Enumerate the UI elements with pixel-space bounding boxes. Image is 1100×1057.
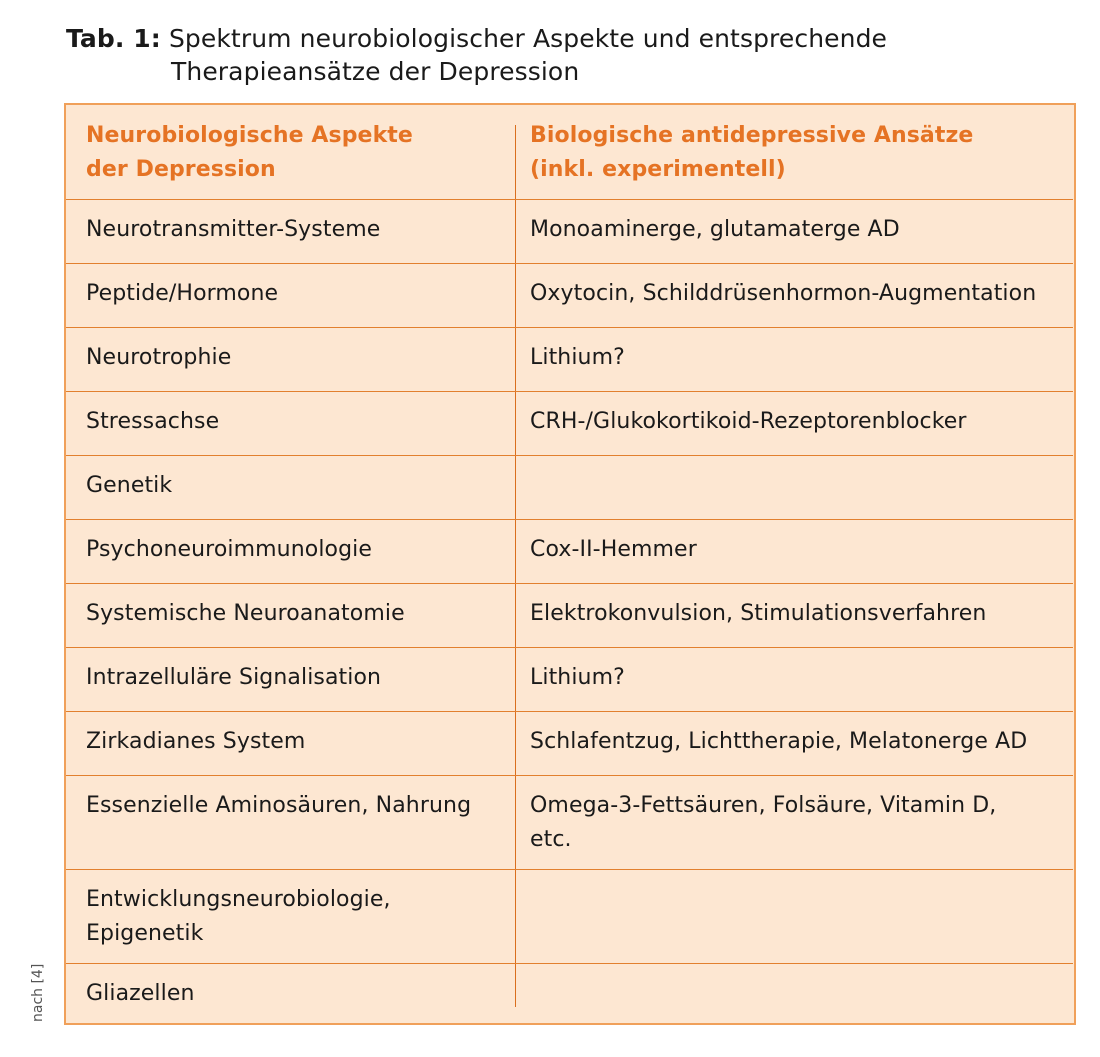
- aspect-cell-line: Entwicklungsneurobiologie,: [86, 887, 391, 912]
- row-divider: [66, 455, 1073, 456]
- aspect-cell: Stressachse: [86, 409, 220, 434]
- header-aspects: [86, 119, 506, 187]
- aspect-cell: Gliazellen: [86, 981, 195, 1006]
- approach-cell: Lithium?: [530, 665, 625, 690]
- aspect-cell: [86, 883, 506, 951]
- caption-label: Tab. 1:: [66, 24, 161, 53]
- row-divider: [66, 519, 1073, 520]
- approach-cell: CRH-/Glukokortikoid-Rezeptorenblocker: [530, 409, 967, 434]
- aspect-cell: Psychoneuroimmunologie: [86, 537, 373, 562]
- row-divider: [66, 263, 1073, 264]
- aspect-cell: Systemische Neuroanatomie: [86, 601, 405, 626]
- row-divider: [66, 711, 1073, 712]
- aspect-cell-line: Essenzielle Aminosäuren, Nahrung: [86, 793, 472, 818]
- row-divider: [66, 327, 1073, 328]
- aspect-cell-line: Epigenetik: [86, 921, 204, 946]
- aspect-cell: [86, 789, 506, 823]
- approach-cell-line: Omega-3-Fettsäuren, Folsäure, Vitamin D,: [530, 793, 997, 818]
- header-approaches-line: (inkl. experimentell): [530, 157, 786, 182]
- row-divider: [66, 869, 1073, 870]
- approach-cell: Lithium?: [530, 345, 625, 370]
- depression-aspects-table: [64, 103, 1076, 1025]
- row-divider: [66, 775, 1073, 776]
- header-approaches-line: Biologische antidepressive Ansätze: [530, 123, 974, 148]
- header-aspects-line: Neurobiologische Aspekte: [86, 123, 413, 148]
- table-caption: [66, 22, 1066, 88]
- aspect-cell: Intrazelluläre Signalisation: [86, 665, 382, 690]
- aspect-cell: Neurotrophie: [86, 345, 232, 370]
- approach-cell: Oxytocin, Schilddrüsenhormon-Augmentation: [530, 281, 1037, 306]
- row-divider: [66, 963, 1073, 964]
- approach-cell: Schlafentzug, Lichttherapie, Melatonerge AD: [530, 729, 1028, 754]
- approach-cell-line: etc.: [530, 827, 572, 852]
- row-divider: [66, 583, 1073, 584]
- header-aspects-line: der Depression: [86, 157, 276, 182]
- approach-cell: Monoaminerge, glutamaterge AD: [530, 217, 900, 242]
- row-divider: [66, 391, 1073, 392]
- aspect-cell: Neurotransmitter-Systeme: [86, 217, 381, 242]
- approach-cell: [530, 789, 1070, 857]
- approach-cell: Cox-II-Hemmer: [530, 537, 697, 562]
- row-divider: [66, 647, 1073, 648]
- caption-title-line-2: Therapieansätze der Depression: [171, 57, 580, 86]
- column-divider: [515, 125, 516, 1007]
- row-divider: [66, 199, 1073, 200]
- aspect-cell: Peptide/Hormone: [86, 281, 279, 306]
- aspect-cell: Zirkadianes System: [86, 729, 306, 754]
- header-approaches: [530, 119, 1070, 187]
- aspect-cell: Genetik: [86, 473, 173, 498]
- caption-title-line-1: Spektrum neurobiologischer Aspekte und entsprechende: [168, 24, 888, 53]
- approach-cell: Elektrokonvulsion, Stimulationsverfahren: [530, 601, 987, 626]
- source-note: nach [4]: [30, 963, 46, 1022]
